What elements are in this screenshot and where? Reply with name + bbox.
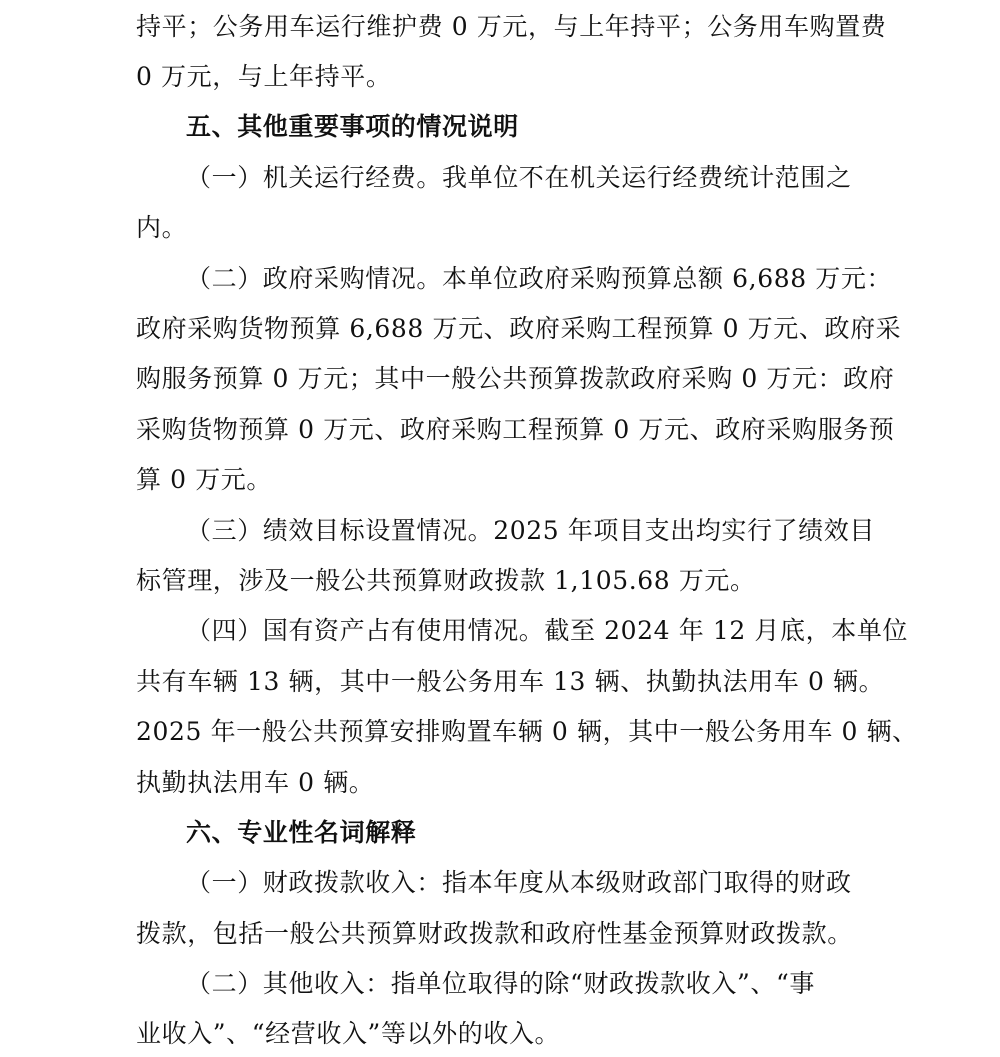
text-line: 算 0 万元。 bbox=[136, 465, 272, 494]
text-line: 持平；公务用车运行维护费 0 万元，与上年持平；公务用车购置费 bbox=[136, 12, 887, 41]
section-heading: 五、其他重要事项的情况说明 bbox=[186, 112, 519, 141]
text-line: 内。 bbox=[136, 213, 188, 242]
section-heading: 六、专业性名词解释 bbox=[186, 818, 417, 847]
text-line: （一）财政拨款收入：指本年度从本级财政部门取得的财政 bbox=[186, 868, 852, 897]
text-line: 执勤执法用车 0 辆。 bbox=[136, 768, 375, 797]
text-line: 采购货物预算 0 万元、政府采购工程预算 0 万元、政府采购服务预 bbox=[136, 415, 895, 444]
text-line: （三）绩效目标设置情况。2025 年项目支出均实行了绩效目 bbox=[186, 516, 875, 545]
text-line: （二）政府采购情况。本单位政府采购预算总额 6,688 万元： bbox=[186, 264, 893, 293]
text-line: 政府采购货物预算 6,688 万元、政府采购工程预算 0 万元、政府采 bbox=[136, 314, 902, 343]
text-line: 2025 年一般公共预算安排购置车辆 0 辆，其中一般公务用车 0 辆、 bbox=[136, 717, 918, 746]
text-line: 0 万元，与上年持平。 bbox=[136, 62, 392, 91]
text-line: 共有车辆 13 辆，其中一般公务用车 13 辆、执勤执法用车 0 辆。 bbox=[136, 667, 885, 696]
text-line: （四）国有资产占有使用情况。截至 2024 年 12 月底，本单位 bbox=[186, 616, 909, 645]
text-line: 购服务预算 0 万元；其中一般公共预算拨款政府采购 0 万元：政府 bbox=[136, 364, 895, 393]
text-line: （二）其他收入：指单位取得的除“财政拨款收入”、“事 bbox=[186, 969, 815, 998]
text-line: 拨款，包括一般公共预算财政拨款和政府性基金预算财政拨款。 bbox=[136, 919, 853, 948]
text-line: 业收入”、“经营收入”等以外的收入。 bbox=[136, 1019, 561, 1048]
text-line: （一）机关运行经费。我单位不在机关运行经费统计范围之 bbox=[186, 163, 852, 192]
text-line: 标管理，涉及一般公共预算财政拨款 1,105.68 万元。 bbox=[136, 566, 756, 595]
